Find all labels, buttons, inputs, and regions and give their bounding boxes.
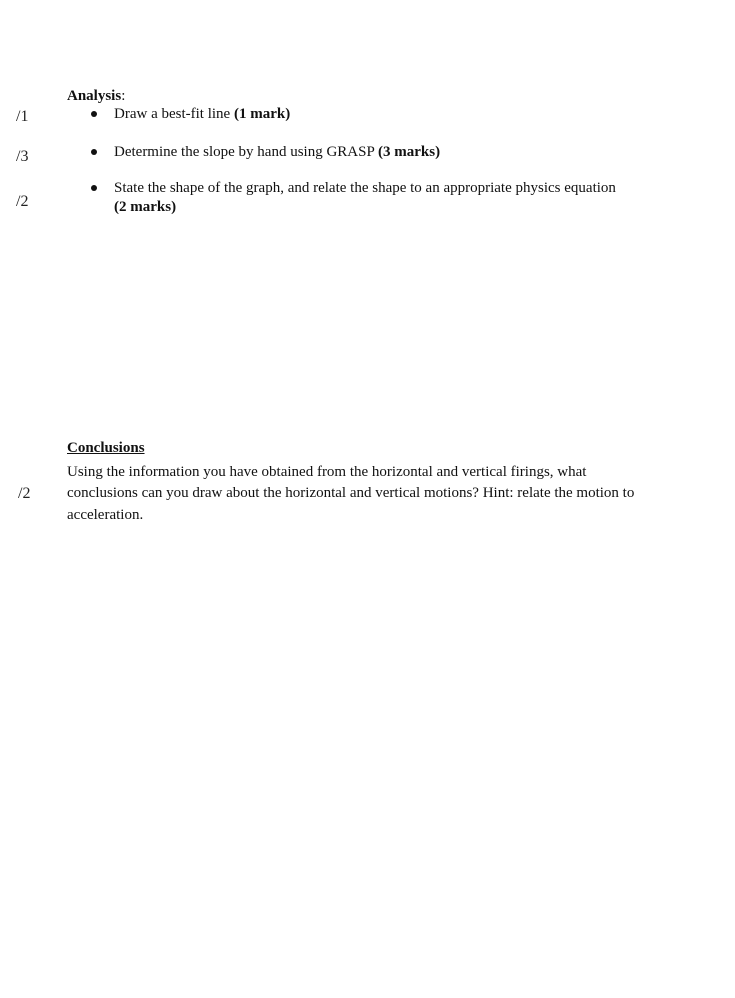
mark-label: /3 <box>16 148 29 165</box>
analysis-heading-colon: : <box>121 88 126 104</box>
analysis-item-text: Draw a best-fit line <box>114 106 234 122</box>
conclusions-line: Using the information you have obtained from the horizontal and vertical firings, what <box>67 464 587 480</box>
mark-label: /2 <box>16 193 29 210</box>
conclusions-line: conclusions can you draw about the horizontal and vertical motions? Hint: relate the motion to <box>67 485 635 501</box>
mark-label: /1 <box>16 108 29 125</box>
conclusions-heading: Conclusions <box>67 440 145 456</box>
conclusions-line: acceleration. <box>67 507 144 523</box>
mark-label: /2 <box>18 485 31 502</box>
bullet-icon <box>91 185 97 191</box>
analysis-heading <box>67 86 125 106</box>
analysis-item <box>114 104 290 124</box>
bullet-icon <box>91 111 97 117</box>
bullet-icon <box>91 149 97 155</box>
analysis-item <box>114 142 440 162</box>
analysis-item-marks: (3 marks) <box>378 144 441 160</box>
analysis-heading-text: Analysis <box>67 88 122 104</box>
analysis-item-text: Determine the slope by hand using GRASP <box>114 144 379 160</box>
analysis-item <box>114 178 616 198</box>
analysis-item-marks: (1 mark) <box>233 106 291 122</box>
analysis-item-text: State the shape of the graph, and relate the shape to an appropriate physics equation <box>114 180 616 196</box>
analysis-item-marks: (2 marks) <box>114 199 177 215</box>
